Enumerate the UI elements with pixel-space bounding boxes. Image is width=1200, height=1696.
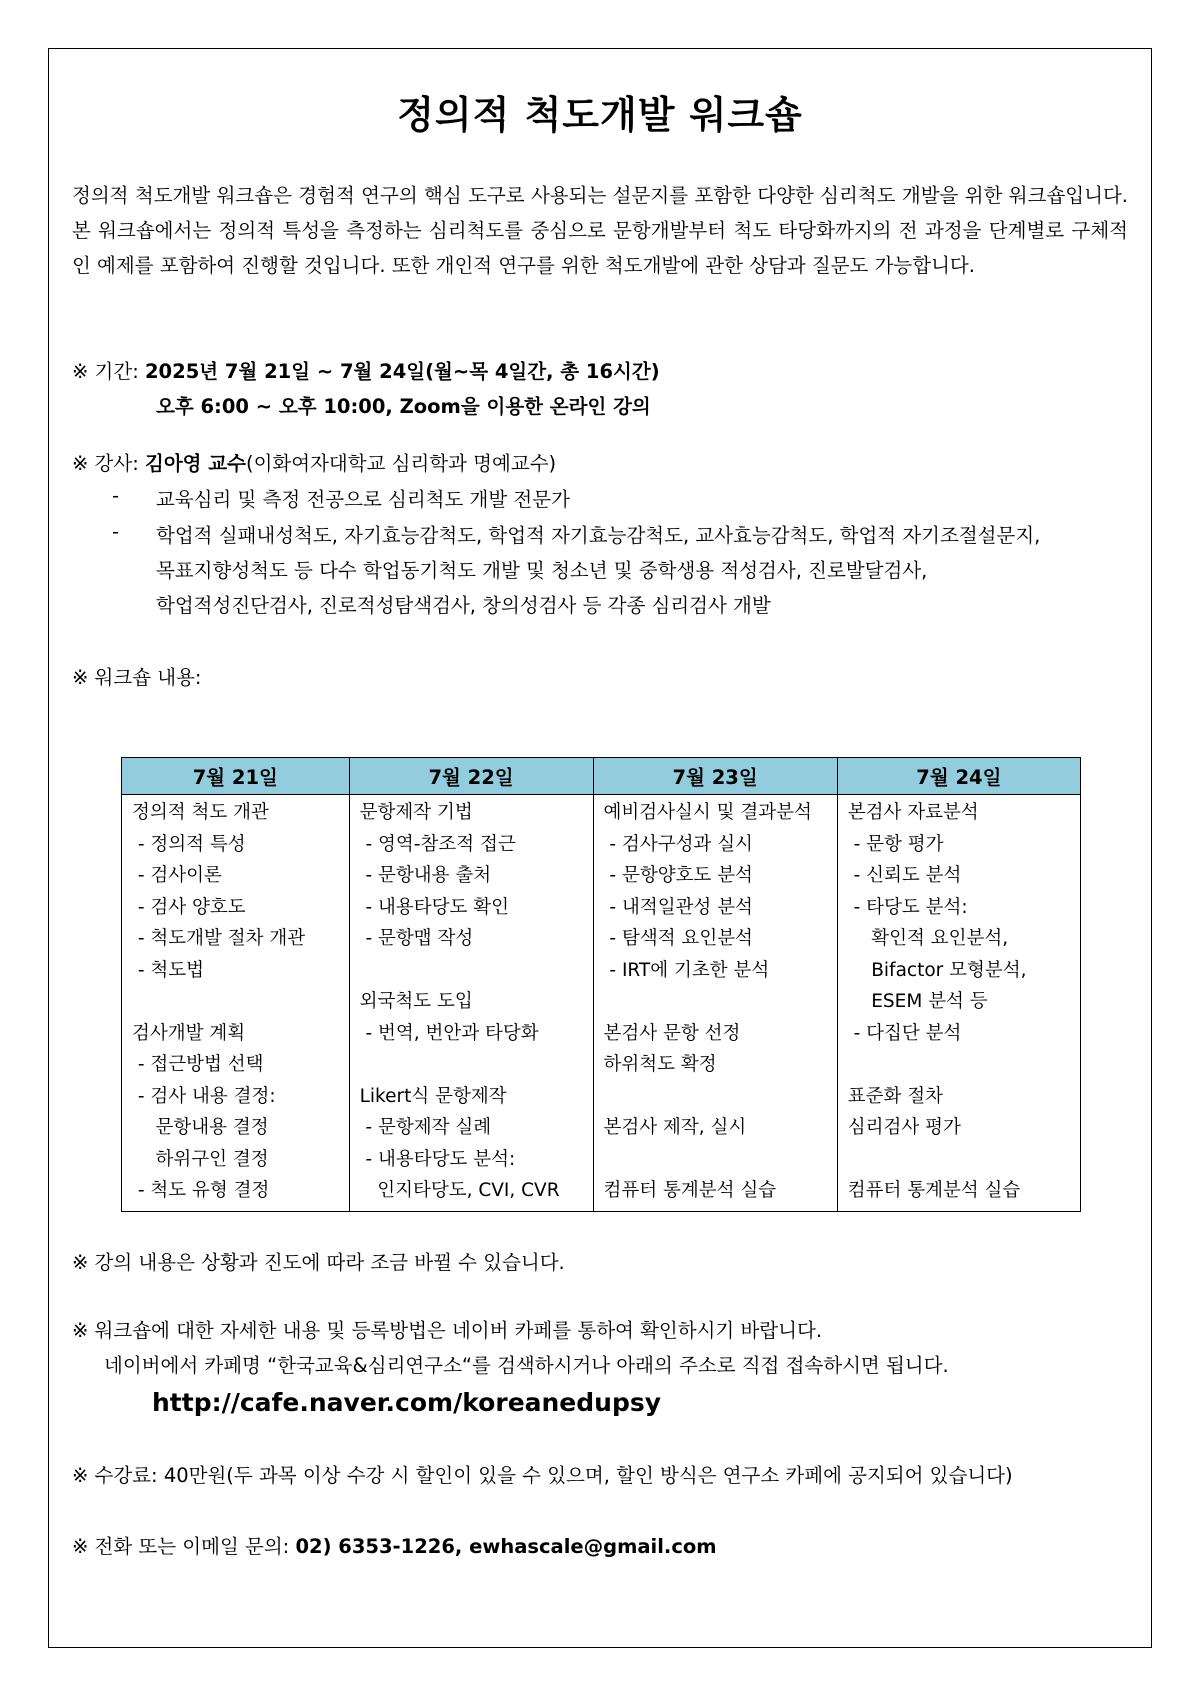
schedule-item: 심리검사 평가 <box>847 1117 961 1138</box>
schedule-item <box>848 1049 1080 1081</box>
schedule-item: - 척도법 <box>132 959 205 981</box>
instructor-bullet-1: 교육심리 및 측정 전공으로 심리척도 개발 전문가 <box>156 488 570 511</box>
schedule-item: 컴퓨터 통계분석 실습 <box>847 1180 1021 1201</box>
schedule-item: - 탐색적 요인분석 <box>603 928 753 949</box>
bullet-dash-1: - <box>112 484 120 507</box>
bullet-dash-2: - <box>112 520 120 543</box>
notice-line: ※ 강의 내용은 상황과 진도에 따라 조금 바뀔 수 있습니다. <box>72 1251 565 1274</box>
schedule-item: - 문항제작 실례 <box>359 1117 492 1138</box>
schedule-item: - 내용타당도 확인 <box>359 896 510 918</box>
schedule-item: - 척도 유형 결정 <box>132 1180 270 1201</box>
schedule-item <box>132 986 349 1018</box>
page-title: 정의적 척도개발 워크숍 <box>397 93 803 137</box>
schedule-item: - 내용타당도 분석: <box>359 1148 516 1170</box>
schedule-item: 정의적 척도 개관 <box>132 802 269 823</box>
schedule-header-row <box>122 758 1081 795</box>
instructor-name: 김아영 교수 <box>144 452 246 475</box>
schedule-item: - 다집단 분석 <box>847 1022 962 1044</box>
schedule-item: - 영역-참조적 접근 <box>359 833 516 855</box>
instructor-line <box>72 448 556 476</box>
instructor-label: ※ 강사: <box>72 452 145 475</box>
schedule-item: - 검사 양호도 <box>132 896 246 918</box>
instructor-affiliation: (이화여자대학교 심리학과 명예교수) <box>245 452 557 475</box>
cafe-info-line-1: ※ 워크숍에 대한 자세한 내용 및 등록방법은 네이버 카페를 통하여 확인하시기 바랍니다. <box>72 1319 823 1342</box>
schedule-item: - 문항 평가 <box>847 833 944 855</box>
schedule-item: - 정의적 특성 <box>132 833 246 855</box>
schedule-item: 문항내용 결정 <box>132 1117 269 1138</box>
intro-paragraph: 정의적 척도개발 워크숍은 경험적 연구의 핵심 도구로 사용되는 설문지를 포함한 다양한 심리척도 개발을 위한 워크숍입니다. 본 워크숍에서는 정의적 특성을 측정하는 심리척도를 중심으로 문항개발부터 척도 타당화까지의 전 과정을 단계별로 구체적인 예제를 포함하여 진행할 것입니다. 또한 개인적 연구를 위한 척도개발에 관한 상담과 질문도 가능합니다. <box>72 184 1128 277</box>
schedule-item: 확인적 요인분석, <box>847 928 1009 949</box>
instructor-bullet-2-line-2: 목표지향성척도 등 다수 학업동기척도 개발 및 청소년 및 중학생용 적성검사, 진로발달검사, <box>156 559 928 582</box>
cafe-url-link[interactable]: http://cafe.naver.com/koreanedupsy <box>152 1388 662 1417</box>
schedule-item: 외국척도 도입 <box>359 991 473 1012</box>
schedule-item: - 검사 내용 결정: <box>132 1085 276 1107</box>
schedule-item: 검사개발 계획 <box>132 1022 246 1044</box>
schedule-item: 문항제작 기법 <box>359 802 473 823</box>
schedule-col-day-1 <box>122 795 350 1212</box>
schedule-item: - IRT에 기초한 분석 <box>603 959 770 981</box>
schedule-header-day-3: 7월 23일 <box>593 758 837 795</box>
schedule-item: - 신뢰도 분석 <box>847 865 962 886</box>
schedule-item: 본검사 자료분석 <box>847 802 979 823</box>
schedule-item: - 타당도 분석: <box>847 896 968 918</box>
schedule-item: 하위척도 확정 <box>603 1054 717 1075</box>
cafe-info-line-2: 네이버에서 카페명 “한국교육&심리연구소“를 검색하시거나 아래의 주소로 직접 접속하시면 됩니다. <box>104 1354 949 1377</box>
period-label: ※ 기간: <box>72 360 145 383</box>
schedule-item <box>360 1049 593 1081</box>
schedule-header-day-1: 7월 21일 <box>122 758 350 795</box>
schedule-col-day-3 <box>593 795 837 1212</box>
schedule-item: - 번역, 번안과 타당화 <box>359 1022 539 1044</box>
instructor-bullet-2-line-1: 학업적 실패내성척도, 자기효능감척도, 학업적 자기효능감척도, 교사효능감척도, 학업적 자기조절설문지, <box>156 524 1041 547</box>
contact-label: ※ 전화 또는 이메일 문의: <box>72 1535 296 1558</box>
content-label: ※ 워크숍 내용: <box>72 666 202 689</box>
schedule-item: 인지타당도, CVI, CVR <box>359 1180 560 1201</box>
schedule-header-day-4: 7월 24일 <box>837 758 1080 795</box>
schedule-item: - 검사구성과 실시 <box>603 833 753 855</box>
schedule-item <box>848 1144 1080 1176</box>
schedule-col-day-2 <box>349 795 593 1212</box>
schedule-item: ESEM 분석 등 <box>847 991 988 1012</box>
schedule-item: - 문항내용 출처 <box>359 865 492 886</box>
instructor-bullet-2-line-3: 학업적성진단검사, 진로적성탐색검사, 창의성검사 등 각종 심리검사 개발 <box>156 594 771 617</box>
schedule-table <box>121 757 1081 1212</box>
contact-line <box>72 1531 717 1559</box>
schedule-item: - 내적일관성 분석 <box>603 896 753 918</box>
contact-value: 02) 6353-1226, ewhascale@gmail.com <box>295 1535 717 1558</box>
schedule-item: Bifactor 모형분석, <box>847 959 1027 981</box>
schedule-item <box>604 1144 837 1176</box>
schedule-item <box>604 1081 837 1113</box>
schedule-col-day-4 <box>837 795 1080 1212</box>
schedule-item <box>360 955 593 987</box>
schedule-item <box>604 986 837 1018</box>
period-time: 오후 6:00 ~ 오후 10:00, Zoom을 이용한 온라인 강의 <box>156 395 651 418</box>
schedule-item: - 척도개발 절차 개관 <box>132 928 306 949</box>
schedule-item: 하위구인 결정 <box>132 1148 269 1170</box>
schedule-item: 본검사 문항 선정 <box>603 1022 741 1044</box>
schedule-item: 표준화 절차 <box>847 1085 943 1107</box>
schedule-item: - 문항양호도 분석 <box>603 865 753 886</box>
schedule-header-day-2: 7월 22일 <box>349 758 593 795</box>
schedule-item: - 접근방법 선택 <box>132 1054 264 1075</box>
period-line <box>72 356 660 384</box>
schedule-item: - 문항맵 작성 <box>359 928 474 949</box>
fee-line: ※ 수강료: 40만원(두 과목 이상 수강 시 할인이 있을 수 있으며, 할인 방식은 연구소 카페에 공지되어 있습니다) <box>72 1464 1013 1487</box>
schedule-item: 예비검사실시 및 결과분석 <box>603 802 812 823</box>
schedule-item: 본검사 제작, 실시 <box>603 1117 747 1138</box>
period-dates: 2025년 7월 21일 ~ 7월 24일(월~목 4일간, 총 16시간) <box>144 360 660 383</box>
schedule-body-row <box>122 795 1081 1212</box>
schedule-item: - 검사이론 <box>132 865 222 886</box>
schedule-item: Likert식 문항제작 <box>359 1085 507 1107</box>
schedule-item: 컴퓨터 통계분석 실습 <box>603 1180 777 1201</box>
